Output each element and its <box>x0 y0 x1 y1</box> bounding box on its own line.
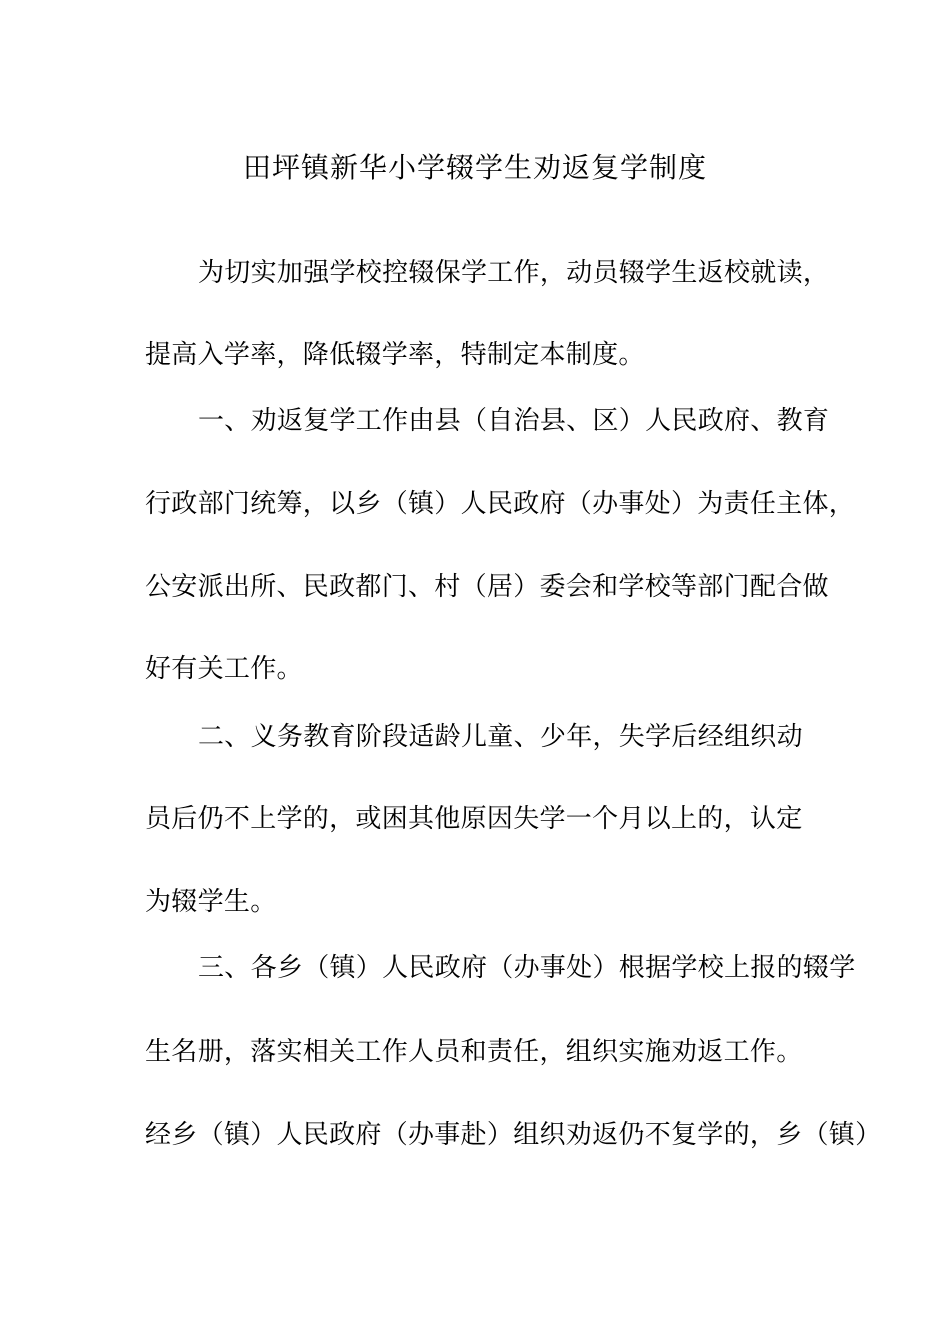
paragraph-one-line-2: 行政部门统筹，以乡（镇）人民政府（办事处）为责任主体， <box>145 489 856 519</box>
paragraph-two-line-3: 为辍学生。 <box>145 887 277 917</box>
paragraph-two-line-2: 员后仍不上学的，或困其他原因失学一个月以上的，认定 <box>145 804 803 834</box>
paragraph-three-line-3: 经乡（镇）人民政府（办事赴）组织劝返仍不复学的，乡（镇） <box>145 1120 882 1150</box>
paragraph-one-line-4: 好有关工作。 <box>145 654 303 684</box>
paragraph-intro-line-2: 提高入学率，降低辍学率，特制定本制度。 <box>145 340 645 370</box>
paragraph-one-line-1: 一、劝返复学工作由县（自治县、区）人民政府、教育 <box>198 406 830 436</box>
paragraph-two-line-1: 二、义务教育阶段适龄儿童、少年，失学后经组织动 <box>198 722 803 752</box>
paragraph-intro-line-1: 为切实加强学校控辍保学工作，动员辍学生返校就读， <box>198 258 830 288</box>
paragraph-three-line-1: 三、各乡（镇）人民政府（办事处）根据学校上报的辍学 <box>198 953 856 983</box>
document-title: 田坪镇新华小学辍学生劝返复学制度 <box>242 151 707 184</box>
paragraph-three-line-2: 生名册，落实相关工作人员和责任，组织实施劝返工作。 <box>145 1037 803 1067</box>
paragraph-one-line-3: 公安派出所、民政都门、村（居）委会和学校等部门配合做 <box>145 572 829 602</box>
